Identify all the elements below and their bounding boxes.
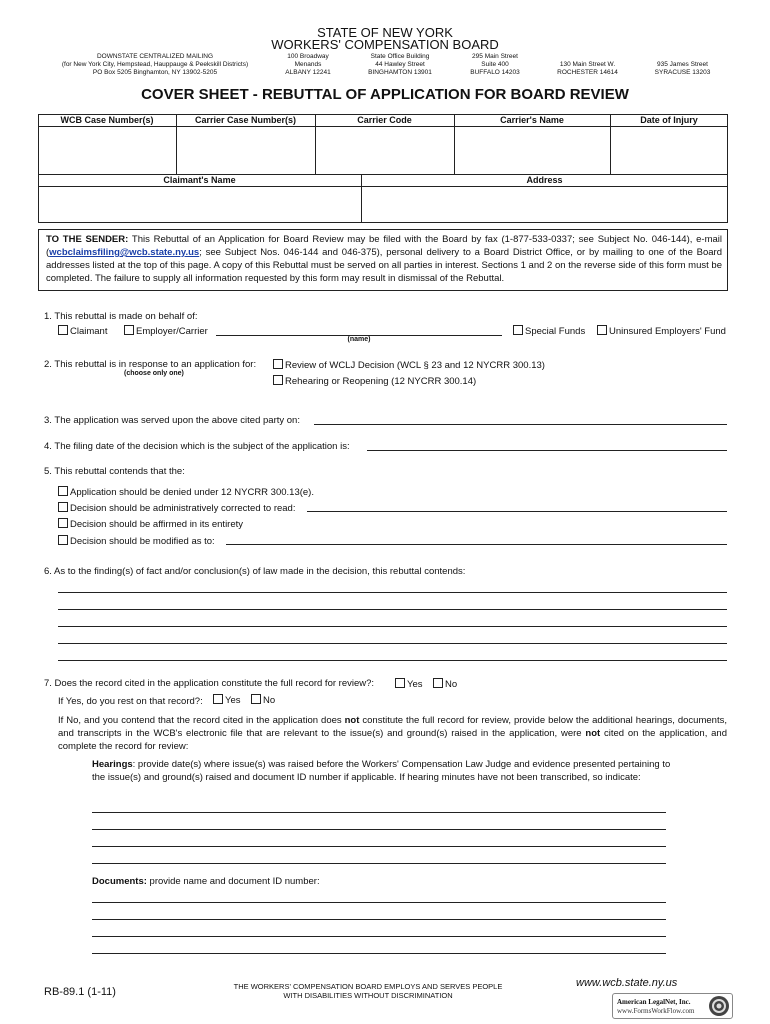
q4-label: 4. The filing date of the decision which is the subject of the application is: <box>44 441 350 452</box>
checkbox[interactable] <box>58 502 68 512</box>
address-field[interactable] <box>362 187 727 222</box>
col-carrier-code: Carrier Code <box>357 115 412 125</box>
wcb-case-number-field[interactable] <box>39 127 175 173</box>
col-wcb-case-number: WCB Case Number(s) <box>60 115 154 125</box>
carrier-code-field[interactable] <box>316 127 453 173</box>
state-heading: STATE OF NEW YORK <box>317 25 453 40</box>
documents-line[interactable] <box>92 936 666 937</box>
hearings-line[interactable] <box>92 812 666 813</box>
q6-label: 6. As to the finding(s) of fact and/or conclusion(s) of law made in the decision, this rebuttal contends: <box>44 566 466 577</box>
documents-instructions: Documents: provide name and document ID number: <box>92 876 320 887</box>
q7-instructions: If No, and you contend that the record cited in the application does not constitute the full record for review, provide below the additional hearings, documents, and transcripts in the WCB's electronic file that are relevant to the issue(s) and ground(s) raised in the application, were not cited on the application, and complete the record for review: <box>58 715 727 752</box>
q5-affirmed-option[interactable]: Decision should be affirmed in its entirety <box>58 518 243 530</box>
checkbox[interactable] <box>395 678 405 688</box>
q1-uninsured-option[interactable]: Uninsured Employers' Fund <box>597 325 726 337</box>
q3-label: 3. The application was served upon the above cited party on: <box>44 415 300 426</box>
checkbox[interactable] <box>433 678 443 688</box>
address-buffalo: 295 Main Street Suite 400 BUFFALO 14203 <box>470 53 520 76</box>
filing-date-line[interactable] <box>367 450 727 451</box>
col-claimant-name: Claimant's Name <box>163 175 236 185</box>
vendor-stamp <box>612 993 733 1019</box>
q6-line[interactable] <box>58 592 727 593</box>
checkbox[interactable] <box>213 694 223 704</box>
sender-instructions: TO THE SENDER: This Rebuttal of an Application for Board Review may be filed with the Board by fax (1-877-533-0337; see Subject No. 046-144), e-mail (wcbclaimsfiling@wcb.state.ny.us; see Subject Nos. 046-144 and 046-375), personal delivery to a Board District Office, or by mailing to one of the Board addresses listed at the top of this page. A copy of this Rebuttal must be served on all parties in interest. Sections 1 and 2 on the reverse side of this form must be completed. The failure to supply all information requested by this form may result in dismissal of the Rebuttal. <box>46 234 722 284</box>
claims-email-link[interactable]: wcbclaimsfiling@wcb.state.ny.us <box>49 247 200 258</box>
board-heading: WORKERS' COMPENSATION BOARD <box>271 37 499 52</box>
address-rochester: 130 Main Street W. ROCHESTER 14614 <box>557 61 618 76</box>
address-binghamton: State Office Building 44 Hawley Street BINGHAMTON 13901 <box>368 53 432 76</box>
address-downstate: DOWNSTATE CENTRALIZED MAILING (for New York City, Hempstead, Hauppauge & Peekskill Districts) PO Box 5205 Binghamton, NY 13902-5205 <box>61 53 249 76</box>
q5-denied-option[interactable]: Application should be denied under 12 NYCRR 300.13(e). <box>58 486 314 498</box>
carrier-name-field[interactable] <box>455 127 609 173</box>
q1-claimant-option[interactable]: Claimant <box>58 325 108 337</box>
q2-note: (choose only one) <box>124 370 184 377</box>
q5-modified-option[interactable]: Decision should be modified as to: <box>58 535 215 547</box>
served-date-line[interactable] <box>314 424 727 425</box>
address-albany: 100 Broadway Menands ALBANY 12241 <box>285 53 331 76</box>
corrected-line[interactable] <box>307 511 727 512</box>
checkbox[interactable] <box>273 375 283 385</box>
q1-employer-option[interactable]: Employer/Carrier <box>124 325 208 337</box>
disability-notice: THE WORKERS' COMPENSATION BOARD EMPLOYS AND SERVES PEOPLE WITH DISABILITIES WITHOUT DISCRIMINATION <box>233 982 503 1000</box>
name-caption: (name) <box>347 336 371 343</box>
checkbox[interactable] <box>124 325 134 335</box>
modified-line[interactable] <box>226 544 727 545</box>
q2-label: 2. This rebuttal is in response to an application for: <box>44 359 257 370</box>
q6-line[interactable] <box>58 609 727 610</box>
wcb-website-link[interactable]: www.wcb.state.ny.us <box>576 977 678 989</box>
vendor-logo-icon <box>709 996 729 1016</box>
date-of-injury-field[interactable] <box>611 127 727 173</box>
form-title: COVER SHEET - REBUTTAL OF APPLICATION FOR BOARD REVIEW <box>141 86 629 103</box>
vendor-url: www.FormsWorkFlow.com <box>617 1007 695 1015</box>
checkbox[interactable] <box>513 325 523 335</box>
documents-line[interactable] <box>92 953 666 954</box>
checkbox[interactable] <box>58 518 68 528</box>
documents-line[interactable] <box>92 919 666 920</box>
documents-line[interactable] <box>92 902 666 903</box>
q6-line[interactable] <box>58 626 727 627</box>
q5-label: 5. This rebuttal contends that the: <box>44 466 185 477</box>
address-syracuse: 935 James Street SYRACUSE 13203 <box>654 61 711 76</box>
q7-no-option[interactable]: No <box>433 678 457 690</box>
hearings-line[interactable] <box>92 829 666 830</box>
q2-review-option[interactable]: Review of WCLJ Decision (WCL § 23 and 12 NYCRR 300.13) <box>273 359 545 371</box>
q6-line[interactable] <box>58 660 727 661</box>
col-carrier-name: Carrier's Name <box>500 115 564 125</box>
q6-line[interactable] <box>58 643 727 644</box>
col-address: Address <box>526 175 563 185</box>
carrier-case-number-field[interactable] <box>177 127 314 173</box>
checkbox[interactable] <box>58 535 68 545</box>
vendor-name: American LegalNet, Inc. <box>617 998 691 1006</box>
checkbox[interactable] <box>251 694 261 704</box>
hearings-instructions: Hearings: provide date(s) where issue(s) was raised before the Workers' Compensation Law Judge and evidence presented pertaining to the issue(s) and ground(s) raised and document ID number if applicable. If hearing minutes have not been transcribed, so indicate: <box>92 759 671 783</box>
q7-rest-label: If Yes, do you rest on that record?: <box>58 696 203 707</box>
checkbox[interactable] <box>58 325 68 335</box>
hearings-line[interactable] <box>92 846 666 847</box>
q1-label: 1. This rebuttal is made on behalf of: <box>44 311 198 322</box>
q2-rehearing-option[interactable]: Rehearing or Reopening (12 NYCRR 300.14) <box>273 375 476 387</box>
col-carrier-case-number: Carrier Case Number(s) <box>194 115 297 125</box>
q5-corrected-option[interactable]: Decision should be administratively corrected to read: <box>58 502 295 514</box>
form-number: RB-89.1 (1-11) <box>44 986 116 998</box>
q7-label: 7. Does the record cited in the application constitute the full record for review?: <box>44 678 375 689</box>
checkbox[interactable] <box>273 359 283 369</box>
q7-rest-yes-option[interactable]: Yes <box>213 694 241 706</box>
col-date-of-injury: Date of Injury <box>640 115 698 125</box>
checkbox[interactable] <box>58 486 68 496</box>
q7-yes-option[interactable]: Yes <box>395 678 423 690</box>
claimant-name-field[interactable] <box>39 187 360 222</box>
hearings-line[interactable] <box>92 863 666 864</box>
q1-special-funds-option[interactable]: Special Funds <box>513 325 585 337</box>
q7-rest-no-option[interactable]: No <box>251 694 275 706</box>
checkbox[interactable] <box>597 325 607 335</box>
